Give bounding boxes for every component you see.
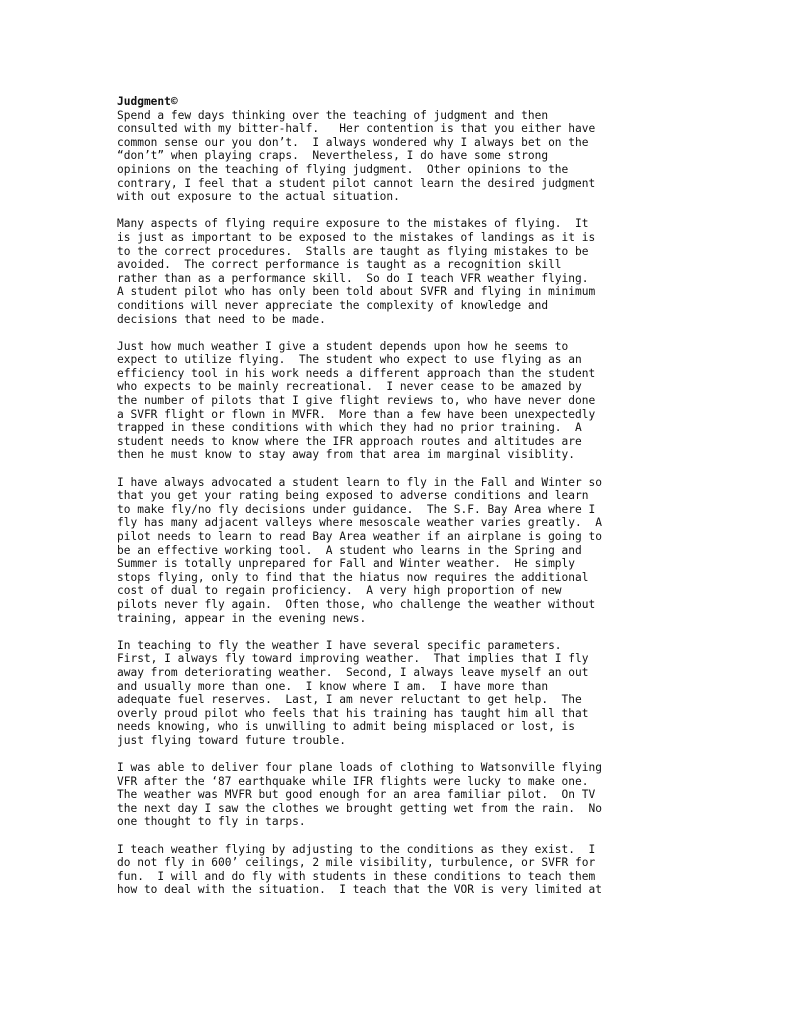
- document-body: [117, 109, 687, 897]
- text-line: the number of pilots that I give flight reviews to, who have never done: [117, 394, 596, 408]
- text-line: consulted with my bitter-half. Her contention is that you either have: [117, 122, 596, 136]
- text-line: efficiency tool in his work needs a different approach than the student: [117, 366, 596, 380]
- text-line: I teach weather flying by adjusting to the conditions as they exist. I: [117, 842, 596, 856]
- text-line: a SVFR flight or flown in MVFR. More than a few have been unexpectedly: [117, 407, 596, 421]
- text-line: expect to utilize flying. The student who expect to use flying as an: [117, 353, 582, 367]
- text-line: conditions will never appreciate the complexity of knowledge and: [117, 298, 549, 312]
- text-line: who expects to be mainly recreational. I never cease to be amazed by: [117, 380, 582, 394]
- text-line: and usually more than one. I know where I am. I have more than: [117, 679, 549, 693]
- text-line: pilots never fly again. Often those, who challenge the weather without: [117, 597, 596, 611]
- text-line: training, appear in the evening news.: [117, 611, 367, 625]
- text-line: opinions on the teaching of flying judgment. Other opinions to the: [117, 162, 569, 176]
- text-line: pilot needs to learn to read Bay Area weather if an airplane is going to: [117, 530, 602, 543]
- text-line: The weather was MVFR but good enough for an area familiar pilot. On TV: [117, 788, 596, 802]
- paragraph: [117, 761, 687, 829]
- text-line: fun. I will and do fly with students in these conditions to teach them: [117, 869, 596, 883]
- text-line: I have always advocated a student learn to fly in the Fall and Winter so: [117, 475, 602, 489]
- text-line: do not fly in 600’ ceilings, 2 mile visibility, turbulence, or SVFR for: [117, 856, 596, 870]
- text-line: be an effective working tool. A student who learns in the Spring and: [117, 543, 582, 557]
- text-line: the next day I saw the clothes we brought getting wet from the rain. No: [117, 801, 602, 815]
- text-line: adequate fuel reserves. Last, I am never reluctant to get help. The: [117, 693, 582, 707]
- text-line: how to deal with the situation. I teach that the VOR is very limited at: [117, 883, 602, 897]
- text-line: Just how much weather I give a student depends upon how he seems to: [117, 339, 569, 353]
- text-line: Many aspects of flying require exposure to the mistakes of flying. It: [117, 217, 589, 231]
- text-line: that you get your rating being exposed to adverse conditions and learn: [117, 489, 589, 503]
- paragraph: [117, 476, 687, 626]
- text-line: contrary, I feel that a student pilot cannot learn the desired judgment: [117, 176, 596, 190]
- paragraph: [117, 340, 687, 462]
- text-line: I was able to deliver four plane loads of clothing to Watsonville flying: [117, 761, 602, 775]
- text-line: VFR after the ‘87 earthquake while IFR flights were lucky to make one.: [117, 774, 589, 788]
- paragraph: [117, 217, 687, 326]
- text-line: is just as important to be exposed to the mistakes of landings as it is: [117, 230, 596, 244]
- text-line: needs knowing, who is unwilling to admit being misplaced or lost, is: [117, 720, 576, 734]
- text-line: Summer is totally unprepared for Fall and Winter weather. He simply: [117, 557, 576, 571]
- text-line: student needs to know where the IFR approach routes and altitudes are: [117, 434, 582, 448]
- text-line: stops flying, only to find that the hiatus now requires the additional: [117, 570, 589, 584]
- text-line: one thought to fly in tarps.: [117, 815, 306, 829]
- text-line: “don’t” when playing craps. Nevertheless, I do have some strong: [117, 149, 549, 163]
- document-title: Judgment©: [117, 95, 178, 108]
- paragraph: [117, 109, 687, 204]
- text-line: to the correct procedures. Stalls are taught as flying mistakes to be: [117, 244, 589, 258]
- text-line: In teaching to fly the weather I have several specific parameters.: [117, 638, 562, 652]
- text-line: rather than as a performance skill. So do I teach VFR weather flying.: [117, 271, 589, 285]
- text-line: First, I always fly toward improving weather. That implies that I fly: [117, 652, 589, 666]
- text-line: Spend a few days thinking over the teaching of judgment and then: [117, 108, 549, 122]
- text-line: overly proud pilot who feels that his training has taught him all that: [117, 706, 589, 720]
- text-line: common sense our you don’t. I always wondered why I always bet on the: [117, 135, 589, 149]
- paragraph: [117, 639, 687, 748]
- text-line: then he must know to stay away from that area im marginal visiblity.: [117, 448, 576, 462]
- text-line: decisions that need to be made.: [117, 312, 326, 326]
- text-line: avoided. The correct performance is taught as a recognition skill: [117, 258, 562, 272]
- document-page: [117, 95, 687, 911]
- text-line: with out exposure to the actual situation.: [117, 190, 400, 204]
- text-line: away from deteriorating weather. Second, I always leave myself an out: [117, 665, 589, 679]
- text-line: to make fly/no fly decisions under guidance. The S.F. Bay Area where I: [117, 502, 596, 516]
- text-line: just flying toward future trouble.: [117, 733, 347, 747]
- text-line: cost of dual to regain proficiency. A very high proportion of new: [117, 584, 562, 598]
- paragraph: [117, 843, 687, 897]
- text-line: A student pilot who has only been told about SVFR and flying in minimum: [117, 285, 596, 299]
- text-line: trapped in these conditions with which they had no prior training. A: [117, 421, 582, 435]
- text-line: fly has many adjacent valleys where mesoscale weather varies greatly. A: [117, 516, 602, 530]
